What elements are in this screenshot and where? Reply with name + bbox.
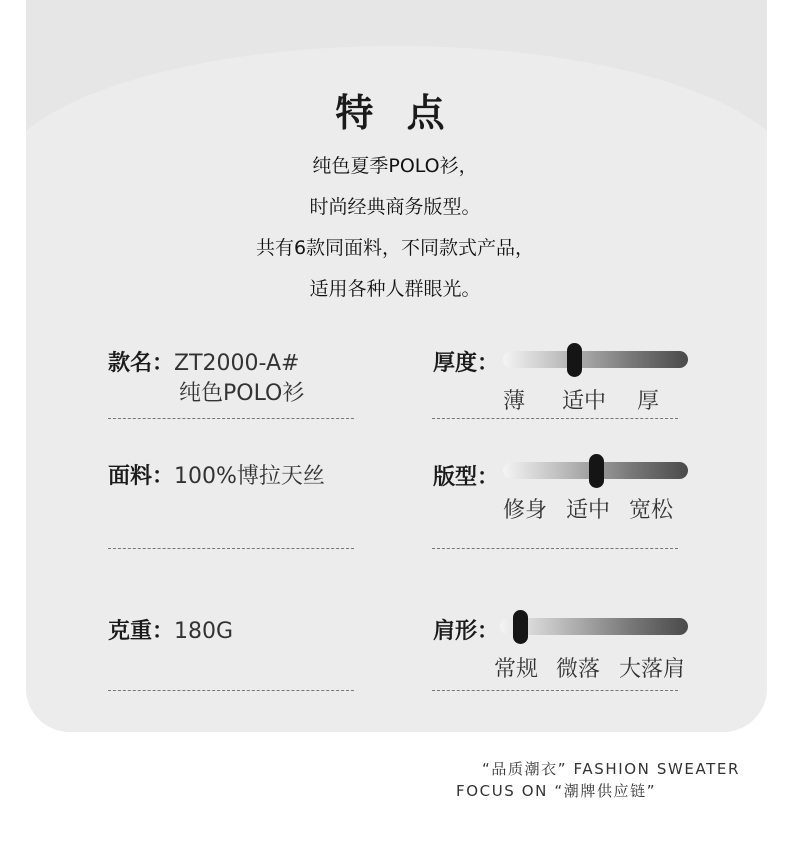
thickness-slider-knob — [567, 343, 582, 377]
section-title: 特 点 — [335, 91, 455, 135]
spec-style — [108, 346, 299, 377]
spec-weight — [108, 614, 233, 645]
description-line: 共有6款同面料，不同款式产品， — [255, 237, 535, 259]
thickness-option: 薄 — [503, 389, 526, 414]
spec-fabric-label: 面料： — [108, 464, 175, 489]
description-line: 时尚经典商务版型。 — [309, 196, 481, 218]
footer-tagline-2: FOCUS ON “潮牌供应链” — [456, 782, 657, 800]
spec-style-value: ZT2000-A# — [174, 351, 300, 376]
thickness-option: 厚 — [637, 389, 660, 414]
thickness-slider-track — [503, 351, 688, 368]
fit-option: 宽松 — [629, 498, 674, 523]
shoulder-label: 肩形： — [433, 619, 500, 644]
divider — [432, 418, 678, 419]
shoulder-option: 微落 — [556, 657, 601, 682]
spec-fabric-value: 100%博拉天丝 — [174, 464, 325, 489]
spec-fabric — [108, 459, 325, 490]
shoulder-option: 常规 — [494, 657, 539, 682]
fit-option: 适中 — [566, 498, 611, 523]
spec-style-value-line2: 纯色POLO衫 — [179, 381, 305, 406]
divider — [432, 690, 678, 691]
shoulder-slider-knob — [513, 610, 528, 644]
description-line: 适用各种人群眼光。 — [309, 278, 481, 300]
thickness-label: 厚度： — [433, 351, 500, 376]
divider — [432, 548, 678, 549]
divider — [108, 690, 354, 691]
shoulder-option: 大落肩 — [619, 657, 686, 682]
fit-option: 修身 — [503, 498, 548, 523]
feature-description — [0, 146, 790, 310]
fit-slider-knob — [589, 454, 604, 488]
shoulder-slider-track — [500, 618, 688, 635]
fit-label: 版型： — [433, 465, 500, 490]
spec-style-label: 款名： — [108, 351, 175, 376]
divider — [108, 418, 354, 419]
spec-weight-label: 克重： — [108, 619, 175, 644]
footer-tagline-1: “品质潮衣” FASHION SWEATER — [482, 760, 741, 778]
divider — [108, 548, 354, 549]
thickness-option: 适中 — [562, 389, 607, 414]
description-line: 纯色夏季POLO衫， — [312, 155, 478, 177]
spec-weight-value: 180G — [174, 619, 234, 644]
